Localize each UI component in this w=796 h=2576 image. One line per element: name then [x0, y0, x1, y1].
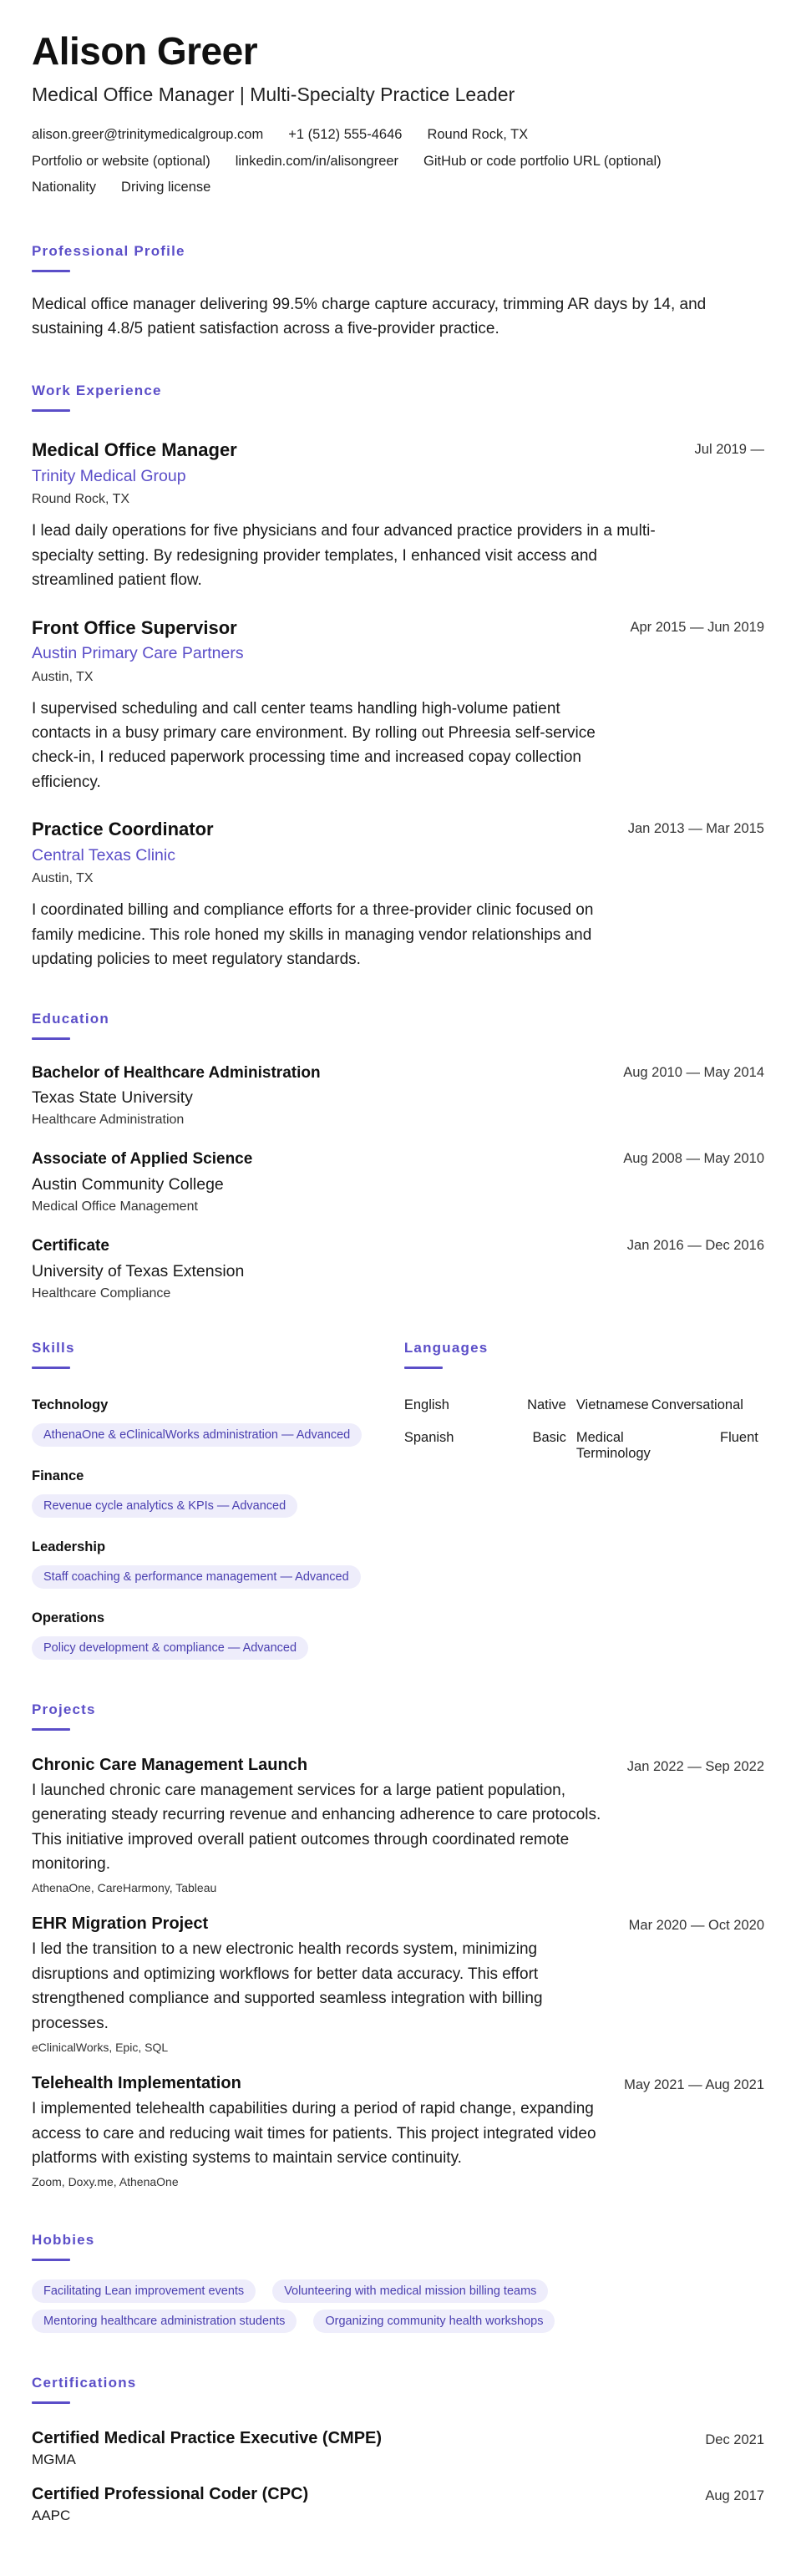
certification-date: Dec 2021 [705, 2432, 764, 2448]
profile-summary: Medical office manager delivering 99.5% charge capture accuracy, trimming AR days by 14, and sustaining 4.8/5 patient satisfaction across a five-provider practice. [32, 295, 707, 337]
language-name: Vietnamese [575, 1397, 649, 1412]
profile-section [32, 243, 764, 342]
school-name: University of Texas Extension [32, 1261, 245, 1280]
section-divider [32, 1367, 70, 1369]
project-description: I launched chronic care management services for a large patient population, generating steady recurring revenue and enhancing adherence to care protocols. This initiative improved overall patient outcomes through coordinated remote monitoring. [32, 1781, 601, 1873]
contact-info [32, 122, 764, 200]
skill-category: Leadership [32, 1539, 106, 1554]
education-entry [32, 1063, 764, 1128]
section-divider [404, 1367, 443, 1369]
job-location: Austin, TX [32, 669, 94, 684]
languages-list [404, 1397, 764, 1462]
section-title: Hobbies [32, 2232, 95, 2249]
school-name: Texas State University [32, 1088, 193, 1108]
project-entry [32, 1914, 764, 2054]
language-level: Conversational [651, 1397, 743, 1412]
certifications-section [32, 2375, 764, 2524]
job-dates: Jul 2019 — [694, 442, 764, 458]
education-entry [32, 1149, 764, 1214]
education-entry [32, 1236, 764, 1301]
language-level: Native [527, 1397, 566, 1412]
company-name: Austin Primary Care Partners [32, 644, 244, 663]
experience-entry [32, 818, 764, 971]
experience-entry [32, 616, 764, 795]
company-name: Central Texas Clinic [32, 845, 175, 865]
job-description: I lead daily operations for five physicians and four advanced practice providers in a multi-specialty setting. By redesigning provider templates, I enhanced visit access and streamlined patient flow. [32, 522, 656, 590]
experience-entry [32, 439, 764, 592]
language-name: English [403, 1397, 449, 1412]
project-description: I implemented telehealth capabilities during a period of rapid change, expanding access to care and reducing wait times for patients. This project integrated video platforms with existing systems to maintain service continuity. [32, 2100, 596, 2168]
experience-section [32, 383, 764, 971]
hobby-pill: Volunteering with medical mission billing teams [272, 2279, 548, 2303]
job-title: Medical Office Manager [32, 439, 237, 461]
education-dates: Aug 2010 — May 2014 [623, 1064, 764, 1080]
language-level: Basic [532, 1429, 566, 1445]
languages-section [404, 1340, 764, 1660]
education-section [32, 1011, 764, 1301]
job-description: I supervised scheduling and call center teams handling high-volume patient contacts in a busy primary care environment. By rolling out Phreesia self-service check-in, I reduced paperwork processing time and increased copay collection efficiency. [32, 699, 596, 791]
project-title: EHR Migration Project [32, 1914, 209, 1934]
company-name: Trinity Medical Group [32, 466, 186, 485]
language-name: Medical Terminology [575, 1429, 651, 1461]
degree-name: Associate of Applied Science [32, 1150, 253, 1169]
certification-entry [32, 2429, 764, 2468]
project-dates: Jan 2022 — Sep 2022 [626, 1758, 764, 1774]
certification-issuer: MGMA [32, 2452, 76, 2468]
project-entry [32, 1756, 764, 1895]
section-title: Projects [32, 1701, 96, 1717]
project-tech: eClinicalWorks, Epic, SQL [32, 2041, 169, 2055]
section-title: Professional Profile [32, 242, 185, 259]
contact-location: Round Rock, TX [427, 127, 529, 143]
hobbies-list [32, 2279, 764, 2333]
language-name: Spanish [403, 1429, 454, 1445]
resume-header [32, 30, 764, 201]
skill-pill: Staff coaching & performance management — Advanced [32, 1565, 361, 1589]
candidate-headline: Medical Office Manager | Multi-Specialty Practice Leader [32, 83, 515, 105]
field-of-study: Healthcare Administration [32, 1113, 185, 1128]
section-divider [32, 2259, 70, 2261]
field-of-study: Medical Office Management [32, 1199, 198, 1214]
certification-name: Certified Medical Practice Executive (CMPE) [32, 2429, 383, 2448]
job-title: Front Office Supervisor [32, 616, 237, 638]
education-dates: Aug 2008 — May 2010 [623, 1151, 764, 1167]
hobby-pill: Organizing community health workshops [313, 2310, 555, 2333]
section-divider [32, 270, 70, 272]
skills-section [32, 1340, 404, 1660]
contact-linkedin[interactable]: linkedin.com/in/alisongreer [235, 153, 399, 169]
field-of-study: Healthcare Compliance [32, 1285, 171, 1301]
project-tech: AthenaOne, CareHarmony, Tableau [32, 1881, 217, 1895]
contact-portfolio[interactable]: Portfolio or website (optional) [32, 153, 210, 169]
section-title: Work Experience [32, 383, 162, 399]
section-title: Skills [32, 1339, 75, 1356]
skills-languages-row [32, 1340, 764, 1660]
school-name: Austin Community College [32, 1174, 224, 1194]
projects-section [32, 1701, 764, 2189]
skill-category: Operations [32, 1610, 105, 1625]
section-divider [32, 2401, 70, 2404]
skill-pill: Revenue cycle analytics & KPIs — Advanced [32, 1494, 297, 1518]
job-location: Round Rock, TX [32, 492, 130, 507]
skill-pill: Policy development & compliance — Advanced [32, 1636, 308, 1660]
contact-license: Driving license [121, 180, 211, 195]
language-level: Fluent [719, 1429, 758, 1445]
contact-phone[interactable]: +1 (512) 555-4646 [288, 127, 403, 143]
education-dates: Jan 2016 — Dec 2016 [626, 1237, 764, 1253]
skill-pill: AthenaOne & eClinicalWorks administration — Advanced [32, 1423, 362, 1447]
degree-name: Bachelor of Healthcare Administration [32, 1063, 321, 1082]
job-location: Austin, TX [32, 871, 94, 886]
section-title: Education [32, 1010, 109, 1027]
contact-email[interactable]: alison.greer@trinitymedicalgroup.com [32, 127, 264, 143]
project-title: Chronic Care Management Launch [32, 1755, 308, 1774]
project-dates: Mar 2020 — Oct 2020 [628, 1918, 764, 1934]
contact-nationality: Nationality [32, 180, 97, 195]
project-description: I led the transition to a new electronic health records system, minimizing disruptions and optimizing workflows for better data accuracy. This effort strengthened compliance and supported seamless integration with billing processes. [32, 1940, 543, 2032]
section-title: Certifications [32, 2375, 137, 2391]
hobby-pill: Mentoring healthcare administration students [32, 2310, 297, 2333]
section-divider [32, 1728, 70, 1731]
degree-name: Certificate [32, 1236, 109, 1255]
project-title: Telehealth Implementation [32, 2074, 241, 2093]
certification-name: Certified Professional Coder (CPC) [32, 2485, 309, 2504]
project-dates: May 2021 — Aug 2021 [624, 2077, 764, 2093]
job-dates: Apr 2015 — Jun 2019 [630, 619, 764, 635]
section-divider [32, 409, 70, 412]
certification-date: Aug 2017 [705, 2488, 764, 2504]
certification-entry [32, 2485, 764, 2524]
contact-github[interactable]: GitHub or code portfolio URL (optional) [423, 153, 662, 169]
skill-category: Technology [32, 1397, 109, 1412]
certification-issuer: AAPC [32, 2508, 71, 2524]
candidate-name: Alison Greer [32, 29, 258, 73]
project-entry [32, 2074, 764, 2188]
project-tech: Zoom, Doxy.me, AthenaOne [32, 2175, 179, 2189]
job-title: Practice Coordinator [32, 819, 214, 840]
section-divider [32, 1037, 70, 1040]
job-description: I coordinated billing and compliance efforts for a three-provider clinic focused on family medicine. This role honed my skills in managing vendor relationships and updating policies to meet regulatory standards. [32, 901, 594, 969]
section-title: Languages [403, 1339, 489, 1356]
skill-category: Finance [32, 1468, 84, 1483]
job-dates: Jan 2013 — Mar 2015 [627, 821, 764, 837]
hobbies-section [32, 2232, 764, 2333]
hobby-pill: Facilitating Lean improvement events [32, 2279, 256, 2303]
